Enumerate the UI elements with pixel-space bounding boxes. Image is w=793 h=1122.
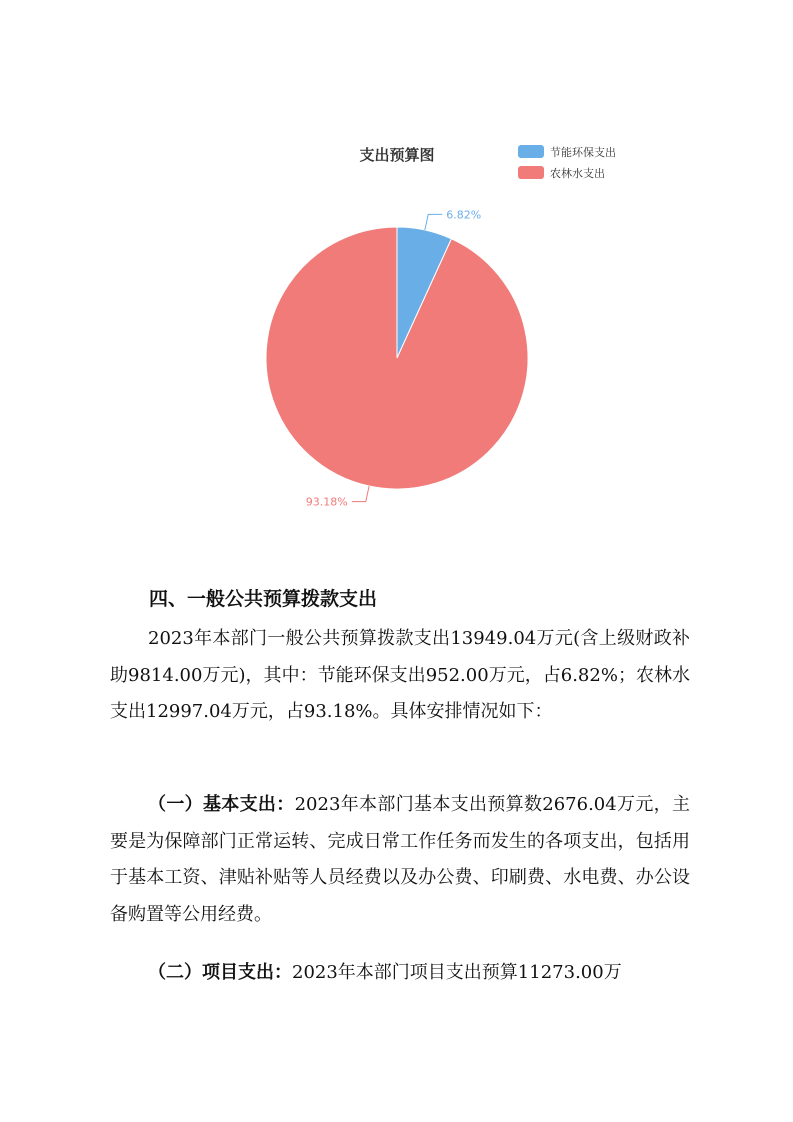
legend-swatch-1 xyxy=(518,166,544,179)
project-expenditure-paragraph xyxy=(110,955,690,992)
expenditure-budget-pie-chart xyxy=(0,0,793,560)
chart-legend xyxy=(518,145,616,180)
pie-leader-line-1 xyxy=(352,486,369,502)
legend-label-1: 农林水支出 xyxy=(550,167,605,180)
section-heading: 四、一般公共预算拨款支出 xyxy=(149,588,378,610)
legend-label-0: 节能环保支出 xyxy=(550,146,616,159)
project-expenditure-text: 2023年本部门项目支出预算11273.00万 xyxy=(292,962,622,983)
pie-slices xyxy=(266,227,528,489)
basic-expenditure-paragraph xyxy=(110,787,690,933)
pie-slice-1 xyxy=(266,227,528,489)
intro-paragraph: 2023年本部门一般公共预算拨款支出13949.04万元(含上级财政补助9814.00万元)，其中：节能环保支出952.00万元，占6.82%；农林水支出12997.04万元，占93.18%。具体安排情况如下： xyxy=(110,628,690,722)
basic-expenditure-label: （一）基本支出： xyxy=(148,794,295,815)
pie-leader-line-0 xyxy=(425,214,442,230)
pie-label-0: 6.82% xyxy=(446,208,482,222)
chart-title: 支出预算图 xyxy=(359,146,435,164)
project-expenditure-label: （二）项目支出： xyxy=(148,962,292,983)
pie-label-1: 93.18% xyxy=(305,495,348,509)
basic-expenditure-text: 2023年本部门基本支出预算数2676.04万元，主要是为保障部门正常运转、完成日常工作任务而发生的各项支出，包括用于基本工资、津贴补贴等人员经费以及办公费、印刷费、水电费、办公设备购置等公用经费。 xyxy=(110,794,691,925)
legend-swatch-0 xyxy=(518,145,544,158)
